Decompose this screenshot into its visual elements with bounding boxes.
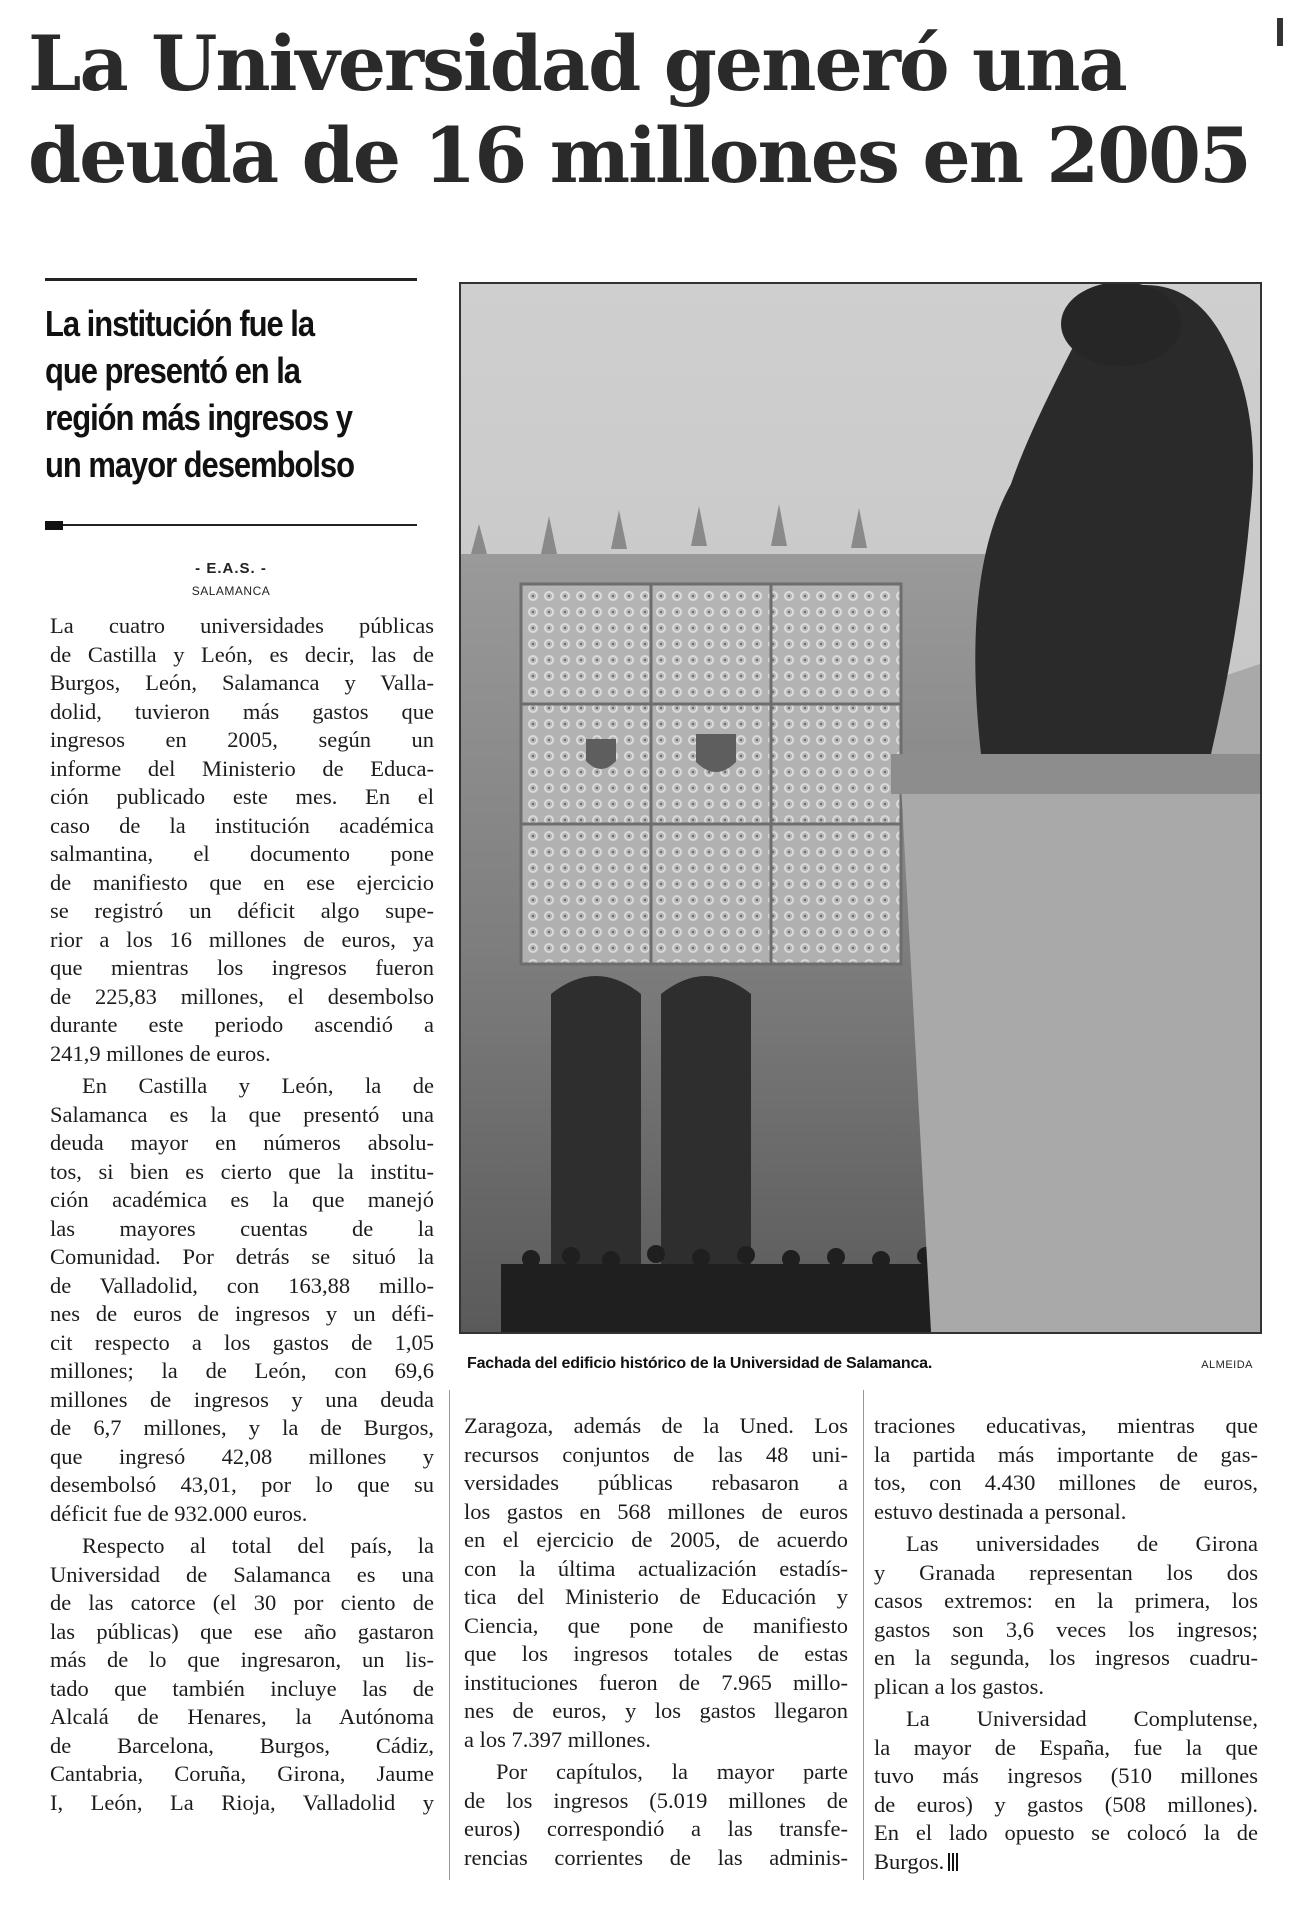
text-line: dolid, tuvieron más gastos que — [50, 698, 434, 724]
paragraph — [50, 1072, 434, 1528]
text-line: millones; la de León, con 69,6 — [50, 1358, 434, 1383]
text-line: Zaragoza, además de la Uned. Los — [464, 1413, 848, 1438]
text-line: de 225,83 millones, el desembolso — [50, 983, 434, 1009]
column-divider — [449, 1390, 450, 1880]
text-line: de euros) y gastos (508 millones). — [874, 1791, 1258, 1817]
text-line: versidades públicas rebasaron a — [464, 1470, 848, 1495]
end-of-article-icon — [948, 1853, 958, 1871]
text-line: deuda mayor en números absolu- — [50, 1130, 434, 1155]
text-line: la mayor de España, fue la que — [874, 1734, 1258, 1760]
text-line: de los ingresos (5.019 millones de — [464, 1787, 848, 1813]
photo — [459, 282, 1262, 1334]
text-line: tuvo más ingresos (510 millones — [874, 1763, 1258, 1788]
text-line: Ciencia, que pone de manifiesto — [464, 1612, 848, 1638]
text-line: en el ejercicio de 2005, de acuerdo — [464, 1527, 848, 1552]
text-line: rencias corrientes de las adminis- — [464, 1844, 848, 1870]
paragraph — [50, 612, 434, 1068]
photo-credit: ALMEIDA — [1201, 1359, 1253, 1371]
text-line: Las universidades de Girona — [906, 1531, 1258, 1556]
text-line: tos, con 4.430 millones de euros, — [874, 1470, 1258, 1495]
subhead-line: un mayor desembolso — [45, 444, 354, 485]
column-divider — [863, 1390, 864, 1880]
byline-author: - E.A.S. - — [195, 560, 267, 577]
text-line: tica del Ministerio de Educación y — [464, 1584, 848, 1609]
text-line: casos extremos: en la primera, los — [874, 1588, 1258, 1613]
text-line: durante este periodo ascendió a — [50, 1012, 434, 1037]
text-line: rior a los 16 millones de euros, ya — [50, 926, 434, 952]
text-line: que ingresó 42,08 millones y — [50, 1443, 434, 1469]
text-line: estuvo destinada a personal. — [874, 1498, 1127, 1524]
byline-place: SALAMANCA — [191, 584, 271, 598]
text-line: nes de euros, y los gastos llegaron — [464, 1698, 848, 1723]
text-line: en la segunda, los ingresos cuadru- — [874, 1645, 1258, 1670]
text-line: desembolsó 43,01, por lo que su — [50, 1472, 434, 1497]
university-facade-image — [461, 284, 1260, 1332]
paragraph — [874, 1530, 1258, 1701]
subhead-line: región más ingresos y — [45, 397, 352, 438]
subhead-bottom-rule — [63, 524, 417, 526]
text-line: I, León, La Rioja, Valladolid y — [50, 1789, 434, 1815]
section-mark — [45, 521, 63, 530]
article-column-2 — [464, 1412, 848, 1876]
text-line: los gastos en 568 millones de euros — [464, 1498, 848, 1524]
text-line: millones de ingresos y una deuda — [50, 1386, 434, 1412]
text-line: más de lo que ingresaron, un lis- — [50, 1647, 434, 1672]
subhead-line: La institución fue la — [45, 303, 315, 344]
text-line: nes de euros de ingresos y un défi- — [50, 1301, 434, 1326]
text-line: las mayores cuentas de la — [50, 1215, 434, 1241]
text-line: La Universidad Complutense, — [906, 1706, 1258, 1731]
text-line: a los 7.397 millones. — [464, 1726, 651, 1752]
headline-line-1: La Universidad generó una — [28, 19, 1126, 108]
text-line: que mientras los ingresos fueron — [50, 955, 434, 980]
text-line: que los ingresos totales de estas — [464, 1641, 848, 1666]
subheadline — [45, 300, 372, 488]
text-line: 241,9 millones de euros. — [50, 1040, 271, 1066]
photo-caption: Fachada del edificio histórico de la Universidad de Salamanca. — [467, 1355, 933, 1372]
text-line: En Castilla y León, la de — [82, 1073, 434, 1098]
subhead-top-rule — [45, 278, 417, 281]
text-line: Burgos, León, Salamanca y Valla- — [50, 670, 434, 695]
text-line: salmantina, el documento pone — [50, 841, 434, 866]
text-line: de 6,7 millones, y la de Burgos, — [50, 1415, 434, 1440]
text-line: Burgos. — [874, 1848, 1258, 1877]
paragraph — [874, 1412, 1258, 1526]
text-line: cit respecto a los gastos de 1,05 — [50, 1329, 434, 1355]
paragraph — [464, 1758, 848, 1872]
subhead-line: que presentó en la — [45, 350, 300, 391]
text-line: gastos son 3,6 veces los ingresos; — [874, 1616, 1258, 1642]
text-line: La cuatro universidades públicas — [50, 613, 434, 638]
text-line: de las catorce (el 30 por ciento de — [50, 1590, 434, 1615]
text-line: déficit fue de 932.000 euros. — [50, 1500, 308, 1526]
text-line: instituciones fueron de 7.965 millo- — [464, 1669, 848, 1695]
text-line: recursos conjuntos de las 48 uni- — [464, 1441, 848, 1467]
text-line: euros) correspondió a las transfe- — [464, 1816, 848, 1841]
text-line: tos, si bien es cierto que la institu- — [50, 1158, 434, 1184]
text-line: Cantabria, Coruña, Girona, Jaume — [50, 1761, 434, 1786]
text-line: plican a los gastos. — [874, 1673, 1044, 1699]
text-line: y Granada representan los dos — [874, 1559, 1258, 1585]
article-column-1 — [50, 612, 434, 1821]
text-line: de Valladolid, con 163,88 millo- — [50, 1272, 434, 1298]
text-line: de Castilla y León, es decir, las de — [50, 641, 434, 667]
text-line: Universidad de Salamanca es una — [50, 1561, 434, 1587]
headline-line-2: deuda de 16 millones en 2005 — [28, 111, 1250, 200]
corner-mark — [1277, 18, 1283, 46]
article-column-3 — [874, 1412, 1258, 1880]
paragraph — [874, 1705, 1258, 1876]
text-line: ingresos en 2005, según un — [50, 727, 434, 752]
text-line: se registró un déficit algo supe- — [50, 898, 434, 923]
text-line: caso de la institución académica — [50, 812, 434, 838]
text-line: En el lado opuesto se colocó la de — [874, 1820, 1258, 1845]
text-line: la partida más importante de gas- — [874, 1441, 1258, 1467]
text-line: traciones educativas, mientras que — [874, 1413, 1258, 1438]
text-line: Comunidad. Por detrás se situó la — [50, 1244, 434, 1269]
text-line: Respecto al total del país, la — [82, 1533, 434, 1558]
text-line: de Barcelona, Burgos, Cádiz, — [50, 1732, 434, 1758]
text-line: las públicas) que ese año gastaron — [50, 1618, 434, 1644]
paragraph — [464, 1412, 848, 1754]
text-line: con la última actualización estadís- — [464, 1555, 848, 1581]
text-line: ción publicado este mes. En el — [50, 784, 434, 809]
text-line: informe del Ministerio de Educa- — [50, 755, 434, 781]
paragraph — [50, 1532, 434, 1817]
text-line: ción académica es la que manejó — [50, 1187, 434, 1212]
headline — [28, 18, 1250, 202]
text-line: Por capítulos, la mayor parte — [496, 1759, 848, 1784]
text-line: Salamanca es la que presentó una — [50, 1101, 434, 1127]
text-line: Alcalá de Henares, la Autónoma — [50, 1704, 434, 1729]
text-line: tado que también incluye las de — [50, 1675, 434, 1701]
text-line: de manifiesto que en ese ejercicio — [50, 869, 434, 895]
